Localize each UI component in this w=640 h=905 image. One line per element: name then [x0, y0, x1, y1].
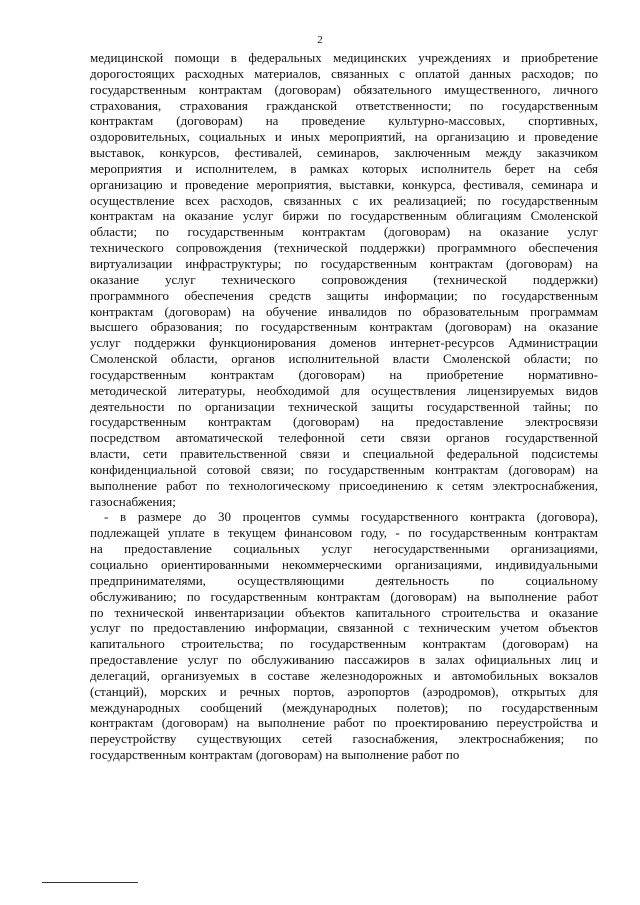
text-line: высшего образования; по государственным контрактам (договорам) на оказание [90, 319, 598, 335]
text-line: - в размере до 30 процентов суммы государственного контракта (договора), [104, 509, 598, 525]
text-line: выполнение работ по технологическому присоединению к сетям электроснабжения, [90, 477, 598, 493]
text-line: контрактам (договорам) на выполнение работ по проектированию переустройства и [90, 715, 598, 731]
text-line: обслуживанию; по государственным контрактам (договорам) на выполнение работ [90, 588, 598, 604]
footnote-separator-line [42, 882, 138, 883]
text-line: виртуализации инфраструктуры; по государственным контрактам (договорам) на [90, 255, 598, 271]
document-body [90, 50, 598, 763]
text-line: газоснабжения; [90, 493, 176, 509]
text-line: посредством автоматической телефонной сети связи органов государственной [90, 430, 598, 446]
text-line: (станций), морских и речных портов, аэропортов (аэродромов), открытых для [90, 683, 598, 699]
text-line: подлежащей уплате в текущем финансовом году, - по государственным контрактам [90, 525, 598, 541]
text-line: на предоставление социальных услуг негосударственными организациями, [90, 541, 598, 557]
text-line: услуг по предоставлению информации, связанной с техническим учетом объектов [90, 620, 598, 636]
text-line: выставок, конкурсов, фестивалей, семинаров, заключенным между заказчиком [90, 145, 598, 161]
text-line: переустройству существующих сетей газоснабжения, электроснабжения; по [90, 731, 598, 747]
text-line: государственным контрактам (договорам) на выполнение работ по [90, 747, 460, 763]
text-line: медицинской помощи в федеральных медицинских учреждениях и приобретение [90, 50, 598, 65]
text-line: власти, сети правительственной связи и специальной федеральной подсистемы [90, 446, 598, 462]
text-line: делегаций, организуемых в составе железнодорожных и автомобильных вокзалов [90, 667, 598, 683]
text-line: осуществление всех расходов, связанных с их реализацией; по государственным [90, 192, 598, 208]
text-line: капитального строительства; по государственным контрактам (договорам) на [90, 636, 598, 652]
text-line: оказание услуг технического сопровождения (технической поддержки) [90, 271, 598, 287]
text-line: государственным контрактам (договорам) на приобретение нормативно- [90, 366, 598, 382]
text-line: социально ориентированными некоммерческими организациями, индивидуальными [90, 557, 598, 572]
page-number: 2 [317, 34, 323, 46]
text-line: методической литературы, необходимой для осуществления лицензируемых видов [90, 382, 598, 398]
text-line: дорогостоящих расходных материалов, связанных с оплатой данных расходов; по [90, 65, 598, 81]
text-line: контрактам (договорам) на проведение культурно-массовых, спортивных, [90, 113, 598, 129]
text-line: конфиденциальной сотовой связи; по государственным контрактам (договорам) на [90, 461, 598, 477]
text-line: предоставление услуг по обслуживанию пассажиров в залах официальных лиц и [90, 652, 598, 668]
text-line: международных сообщений (международных полетов); по государственным [90, 699, 598, 715]
text-line: по технической инвентаризации объектов капитального строительства и оказание [90, 604, 598, 620]
text-line: услуг поддержки функционирования доменов интернет-ресурсов Администрации [90, 335, 598, 351]
text-line: контрактам (договорам) на обучение инвалидов по образовательным программам [90, 303, 598, 319]
text-line: государственным контрактам (договорам) на предоставление электросвязи [90, 414, 598, 430]
text-line: организацию и проведение мероприятия, выставки, конкурса, фестиваля, семинара и [90, 176, 598, 192]
text-line: оздоровительных, социальных и иных мероприятий, на организацию и проведение [90, 129, 598, 145]
text-line: мероприятия и исполнителем, в рамках которых исполнитель берет на себя [90, 160, 598, 176]
text-line: государственным контрактам (договорам) обязательного имущественного, личного [90, 81, 598, 97]
text-line: Смоленской области, органов исполнительной власти Смоленской области; по [90, 351, 598, 367]
text-line: контрактам на оказание услуг биржи по государственным облигациям Смоленской [90, 208, 598, 224]
text-line: технического сопровождения (технической поддержки) программного обеспечения [90, 240, 598, 256]
text-line: деятельности по организации технической защиты государственной тайны; по [90, 398, 598, 414]
text-line: области; по государственным контрактам (договорам) на оказание услуг [90, 224, 598, 240]
text-line: страхования, страхования гражданской ответственности; по государственным [90, 97, 598, 113]
text-line: программного обеспечения средств защиты информации; по государственным [90, 287, 598, 303]
text-line: предпринимателями, осуществляющими деятельность по социальному [90, 572, 598, 588]
paragraph [90, 50, 598, 509]
paragraph [90, 509, 598, 763]
